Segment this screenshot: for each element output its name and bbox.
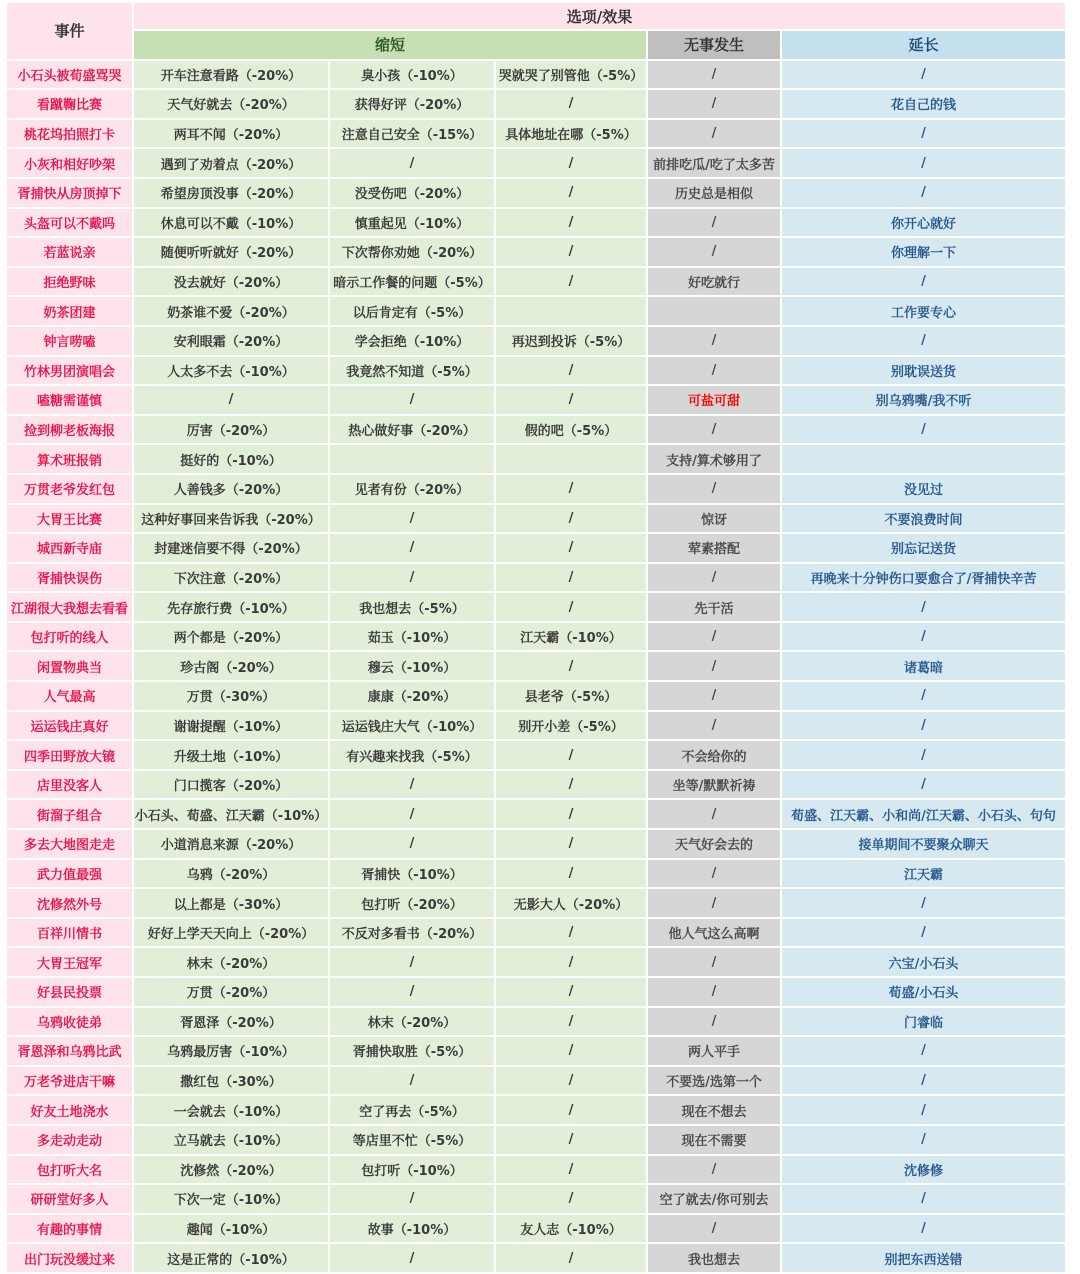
shorten-option-2-cell: / (330, 149, 494, 177)
header-extend: 延长 (782, 31, 1065, 59)
nothing-happens-cell: 惊讶 (648, 505, 780, 533)
shorten-option-3-cell: / (496, 149, 646, 177)
table-row (7, 475, 1065, 503)
shorten-option-1-cell: 乌鸦最厉害（-10%） (134, 1037, 328, 1065)
nothing-happens-cell: 坐等/默默祈祷 (648, 771, 780, 799)
shorten-option-3-cell: / (496, 978, 646, 1006)
shorten-option-1-cell: 下次注意（-20%） (134, 564, 328, 592)
event-name-cell: 四季田野放大镜 (7, 741, 132, 769)
table-row (7, 90, 1065, 118)
event-name-cell: 大胃王冠军 (7, 948, 132, 976)
shorten-option-3-cell: / (496, 919, 646, 947)
shorten-option-2-cell: / (330, 1185, 494, 1213)
nothing-happens-cell: / (648, 61, 780, 89)
shorten-option-1-cell: 谢谢提醒（-10%） (134, 712, 328, 740)
extend-option-cell: / (782, 120, 1065, 148)
shorten-option-1-cell: 门口揽客（-20%） (134, 771, 328, 799)
shorten-option-2-cell: 学会拒绝（-10%） (330, 327, 494, 355)
event-name-cell: 好县民投票 (7, 978, 132, 1006)
event-name-cell: 有趣的事情 (7, 1215, 132, 1243)
table-row (7, 268, 1065, 296)
shorten-option-2-cell: 康康（-20%） (330, 682, 494, 710)
shorten-option-2-cell: 空了再去（-5%） (330, 1096, 494, 1124)
event-name-cell: 多去大地图走走 (7, 830, 132, 858)
shorten-option-2-cell: 不反对多看书（-20%） (330, 919, 494, 947)
extend-option-cell: / (782, 268, 1065, 296)
nothing-happens-cell: 两人平手 (648, 1037, 780, 1065)
extend-option-cell: / (782, 1037, 1065, 1065)
shorten-option-1-cell: 万贯（-20%） (134, 978, 328, 1006)
nothing-happens-cell: / (648, 564, 780, 592)
table-row (7, 209, 1065, 237)
event-name-cell: 城西新寺庙 (7, 534, 132, 562)
event-name-cell: 店里没客人 (7, 771, 132, 799)
table-row (7, 741, 1065, 769)
shorten-option-2-cell: 等店里不忙（-5%） (330, 1126, 494, 1154)
shorten-option-3-cell: 友人志（-10%） (496, 1215, 646, 1243)
shorten-option-3-cell: / (496, 800, 646, 828)
extend-option-cell: / (782, 1185, 1065, 1213)
shorten-option-2-cell: / (330, 564, 494, 592)
shorten-option-3-cell: / (496, 1185, 646, 1213)
shorten-option-1-cell: 希望房顶没事（-20%） (134, 179, 328, 207)
table-row (7, 1244, 1065, 1272)
event-name-cell: 乌鸦收徒弟 (7, 1008, 132, 1036)
nothing-happens-cell: / (648, 416, 780, 444)
shorten-option-3-cell: / (496, 860, 646, 888)
nothing-happens-cell: / (648, 712, 780, 740)
extend-option-cell: 门睿临 (782, 1008, 1065, 1036)
table-row (7, 327, 1065, 355)
event-name-cell: 街溜子组合 (7, 800, 132, 828)
shorten-option-2-cell: 运运钱庄大气（-10%） (330, 712, 494, 740)
extend-option-cell (782, 445, 1065, 473)
shorten-option-2-cell: / (330, 534, 494, 562)
shorten-option-3-cell: / (496, 1126, 646, 1154)
shorten-option-3-cell: / (496, 90, 646, 118)
nothing-happens-cell: 前排吃瓜/吃了太多苦 (648, 149, 780, 177)
shorten-option-3-cell: / (496, 209, 646, 237)
table-row (7, 623, 1065, 651)
nothing-happens-cell (648, 297, 780, 325)
shorten-option-2-cell: / (330, 800, 494, 828)
extend-option-cell: 你开心就好 (782, 209, 1065, 237)
shorten-option-2-cell: / (330, 771, 494, 799)
extend-option-cell: / (782, 1215, 1065, 1243)
nothing-happens-cell: / (648, 623, 780, 651)
nothing-happens-cell: / (648, 120, 780, 148)
extend-option-cell: / (782, 1067, 1065, 1095)
shorten-option-3-cell: 假的吧（-5%） (496, 416, 646, 444)
event-name-cell: 万老爷进店干嘛 (7, 1067, 132, 1095)
extend-option-cell: 荀盛/小石头 (782, 978, 1065, 1006)
shorten-option-3-cell: / (496, 830, 646, 858)
event-name-cell: 钟言唠嗑 (7, 327, 132, 355)
event-name-cell: 桃花坞拍照打卡 (7, 120, 132, 148)
nothing-happens-cell: 好吃就行 (648, 268, 780, 296)
shorten-option-3-cell: / (496, 1008, 646, 1036)
shorten-option-1-cell: 沈修然（-20%） (134, 1156, 328, 1184)
event-name-cell: 奶茶团建 (7, 297, 132, 325)
event-name-cell: 胥恩泽和乌鸦比武 (7, 1037, 132, 1065)
extend-option-cell: / (782, 682, 1065, 710)
event-name-cell: 好友土地浇水 (7, 1096, 132, 1124)
event-name-cell: 头盔可以不戴吗 (7, 209, 132, 237)
shorten-option-1-cell: 小道消息来源（-20%） (134, 830, 328, 858)
nothing-happens-cell: / (648, 1156, 780, 1184)
table-row (7, 948, 1065, 976)
event-name-cell: 武力值最强 (7, 860, 132, 888)
table-row (7, 1096, 1065, 1124)
nothing-happens-cell: 我也想去 (648, 1244, 780, 1272)
shorten-option-1-cell: 这是正常的（-10%） (134, 1244, 328, 1272)
nothing-happens-cell: / (648, 1215, 780, 1243)
table-row (7, 830, 1065, 858)
shorten-option-2-cell: / (330, 386, 494, 414)
shorten-option-3-cell: / (496, 1156, 646, 1184)
shorten-option-3-cell: 别开小差（-5%） (496, 712, 646, 740)
table-row (7, 1008, 1065, 1036)
event-name-cell: 人气最高 (7, 682, 132, 710)
event-name-cell: 沈修然外号 (7, 889, 132, 917)
extend-option-cell: 六宝/小石头 (782, 948, 1065, 976)
shorten-option-1-cell: 奶茶谁不爱（-20%） (134, 297, 328, 325)
extend-option-cell: 花自己的钱 (782, 90, 1065, 118)
shorten-option-2-cell: 没受伤吧（-20%） (330, 179, 494, 207)
nothing-happens-cell: 先干活 (648, 593, 780, 621)
shorten-option-1-cell: 人太多不去（-10%） (134, 357, 328, 385)
table-row (7, 238, 1065, 266)
event-name-cell: 胥捕快从房顶掉下 (7, 179, 132, 207)
extend-option-cell: / (782, 889, 1065, 917)
shorten-option-3-cell: 哭就哭了别管他（-5%） (496, 61, 646, 89)
event-name-cell: 若蓝说亲 (7, 238, 132, 266)
extend-option-cell: / (782, 416, 1065, 444)
shorten-option-2-cell: 穆云（-10%） (330, 652, 494, 680)
table-row (7, 1126, 1065, 1154)
table-row (7, 652, 1065, 680)
event-name-cell: 捡到柳老板海报 (7, 416, 132, 444)
event-name-cell: 闲置物典当 (7, 652, 132, 680)
shorten-option-3-cell: / (496, 1244, 646, 1272)
nothing-happens-cell: 他人气这么高啊 (648, 919, 780, 947)
nothing-happens-cell: / (648, 90, 780, 118)
table-row (7, 386, 1065, 414)
nothing-happens-cell: / (648, 889, 780, 917)
shorten-option-2-cell: / (330, 1067, 494, 1095)
extend-option-cell: / (782, 712, 1065, 740)
extend-option-cell: 接单期间不要聚众聊天 (782, 830, 1065, 858)
extend-option-cell: / (782, 61, 1065, 89)
table-row (7, 860, 1065, 888)
extend-option-cell: / (782, 741, 1065, 769)
table-row (7, 445, 1065, 473)
shorten-option-2-cell: / (330, 830, 494, 858)
shorten-option-1-cell: 乌鸦（-20%） (134, 860, 328, 888)
extend-option-cell: 工作要专心 (782, 297, 1065, 325)
shorten-option-3-cell (496, 445, 646, 473)
table-row (7, 771, 1065, 799)
shorten-option-2-cell: 胥捕快取胜（-5%） (330, 1037, 494, 1065)
nothing-happens-cell: / (648, 238, 780, 266)
event-name-cell: 江湖很大我想去看看 (7, 593, 132, 621)
event-name-cell: 出门玩没缓过来 (7, 1244, 132, 1272)
shorten-option-1-cell: 林末（-20%） (134, 948, 328, 976)
shorten-option-2-cell: 胥捕快（-10%） (330, 860, 494, 888)
extend-option-cell: / (782, 1096, 1065, 1124)
nothing-happens-cell: 不要选/选第一个 (648, 1067, 780, 1095)
shorten-option-2-cell: 有兴趣来找我（-5%） (330, 741, 494, 769)
shorten-option-2-cell: 茹玉（-10%） (330, 623, 494, 651)
event-name-cell: 竹林男团演唱会 (7, 357, 132, 385)
event-name-cell: 百祥川情书 (7, 919, 132, 947)
nothing-happens-cell: 可盐可甜 (648, 386, 780, 414)
shorten-option-2-cell: 下次帮你劝她（-20%） (330, 238, 494, 266)
extend-option-cell: / (782, 1126, 1065, 1154)
extend-option-cell: / (782, 179, 1065, 207)
shorten-option-3-cell: / (496, 268, 646, 296)
shorten-option-1-cell: 厉害（-20%） (134, 416, 328, 444)
nothing-happens-cell: / (648, 327, 780, 355)
nothing-happens-cell: 荤素搭配 (648, 534, 780, 562)
shorten-option-1-cell: 人善钱多（-20%） (134, 475, 328, 503)
shorten-option-3-cell: 具体地址在哪（-5%） (496, 120, 646, 148)
nothing-happens-cell: / (648, 800, 780, 828)
event-name-cell: 小石头被荀盛骂哭 (7, 61, 132, 89)
nothing-happens-cell: 支持/算术够用了 (648, 445, 780, 473)
nothing-happens-cell: 现在不需要 (648, 1126, 780, 1154)
shorten-option-2-cell: / (330, 948, 494, 976)
shorten-option-3-cell: / (496, 1067, 646, 1095)
shorten-option-3-cell: 再迟到投诉（-5%） (496, 327, 646, 355)
table-row (7, 416, 1065, 444)
shorten-option-2-cell: 我也想去（-5%） (330, 593, 494, 621)
shorten-option-1-cell: 一会就去（-10%） (134, 1096, 328, 1124)
table-row (7, 61, 1065, 89)
table-row (7, 505, 1065, 533)
shorten-option-1-cell: 两耳不闻（-20%） (134, 120, 328, 148)
header-shorten: 缩短 (134, 31, 646, 59)
event-name-cell: 胥捕快误伤 (7, 564, 132, 592)
shorten-option-1-cell: 趣闻（-10%） (134, 1215, 328, 1243)
shorten-option-2-cell: 臭小孩（-10%） (330, 61, 494, 89)
event-name-cell: 拒绝野味 (7, 268, 132, 296)
shorten-option-2-cell: 注意自己安全（-15%） (330, 120, 494, 148)
shorten-option-3-cell: / (496, 386, 646, 414)
nothing-happens-cell: / (648, 978, 780, 1006)
table-row (7, 1067, 1065, 1095)
nothing-happens-cell: 现在不想去 (648, 1096, 780, 1124)
extend-option-cell: 你理解一下 (782, 238, 1065, 266)
shorten-option-2-cell: 我竟然不知道（-5%） (330, 357, 494, 385)
table-row (7, 919, 1065, 947)
shorten-option-1-cell: 以上都是（-30%） (134, 889, 328, 917)
shorten-option-2-cell: 包打听（-20%） (330, 889, 494, 917)
shorten-option-1-cell: 安利眼霜（-20%） (134, 327, 328, 355)
shorten-option-1-cell: 珍古阁（-20%） (134, 652, 328, 680)
shorten-option-1-cell: 撒红包（-30%） (134, 1067, 328, 1095)
shorten-option-2-cell (330, 445, 494, 473)
shorten-option-1-cell: 随便听听就好（-20%） (134, 238, 328, 266)
table-row (7, 1215, 1065, 1243)
shorten-option-1-cell: 好好上学天天向上（-20%） (134, 919, 328, 947)
nothing-happens-cell: 历史总是相似 (648, 179, 780, 207)
nothing-happens-cell: / (648, 209, 780, 237)
nothing-happens-cell: / (648, 860, 780, 888)
shorten-option-3-cell: / (496, 357, 646, 385)
shorten-option-1-cell: 万贯（-30%） (134, 682, 328, 710)
event-options-table (5, 1, 1067, 1274)
table-row (7, 593, 1065, 621)
shorten-option-2-cell: 林末（-20%） (330, 1008, 494, 1036)
event-name-cell: 运运钱庄真好 (7, 712, 132, 740)
shorten-option-3-cell: / (496, 1037, 646, 1065)
shorten-option-3-cell (496, 297, 646, 325)
shorten-option-1-cell: 胥恩泽（-20%） (134, 1008, 328, 1036)
extend-option-cell: 江天霸 (782, 860, 1065, 888)
event-name-cell: 算术班报销 (7, 445, 132, 473)
table-row (7, 564, 1065, 592)
table-row (7, 1037, 1065, 1065)
extend-option-cell: / (782, 149, 1065, 177)
event-name-cell: 研研堂好多人 (7, 1185, 132, 1213)
shorten-option-3-cell: / (496, 1096, 646, 1124)
event-name-cell: 万贯老爷发红包 (7, 475, 132, 503)
shorten-option-2-cell: 见者有份（-20%） (330, 475, 494, 503)
nothing-happens-cell: / (648, 357, 780, 385)
nothing-happens-cell: / (648, 1008, 780, 1036)
nothing-happens-cell: / (648, 948, 780, 976)
event-name-cell: 包打听的线人 (7, 623, 132, 651)
table-row (7, 1185, 1065, 1213)
shorten-option-3-cell: / (496, 534, 646, 562)
shorten-option-3-cell: / (496, 564, 646, 592)
shorten-option-1-cell: 遇到了劝着点（-20%） (134, 149, 328, 177)
event-name-cell: 看蹴鞠比赛 (7, 90, 132, 118)
shorten-option-2-cell: 获得好评（-20%） (330, 90, 494, 118)
table-row (7, 1156, 1065, 1184)
nothing-happens-cell: 不会给你的 (648, 741, 780, 769)
event-name-cell: 包打听大名 (7, 1156, 132, 1184)
extend-option-cell: 不要浪费时间 (782, 505, 1065, 533)
nothing-happens-cell: / (648, 475, 780, 503)
table-row (7, 682, 1065, 710)
shorten-option-3-cell: 江天霸（-10%） (496, 623, 646, 651)
table-body (7, 61, 1065, 1272)
shorten-option-3-cell: / (496, 505, 646, 533)
shorten-option-1-cell: 两个都是（-20%） (134, 623, 328, 651)
shorten-option-3-cell: 无影大人（-20%） (496, 889, 646, 917)
table-row (7, 120, 1065, 148)
shorten-option-1-cell: 这种好事回来告诉我（-20%） (134, 505, 328, 533)
extend-option-cell: / (782, 919, 1065, 947)
shorten-option-2-cell: 包打听（-10%） (330, 1156, 494, 1184)
shorten-option-3-cell: / (496, 741, 646, 769)
table-row (7, 179, 1065, 207)
shorten-option-3-cell: / (496, 948, 646, 976)
extend-option-cell: 别忘记送货 (782, 534, 1065, 562)
table-row (7, 297, 1065, 325)
nothing-happens-cell: 空了就去/你可别去 (648, 1185, 780, 1213)
extend-option-cell: 再晚来十分钟伤口要愈合了/胥捕快辛苦 (782, 564, 1065, 592)
extend-option-cell: 别把东西送错 (782, 1244, 1065, 1272)
shorten-option-3-cell: / (496, 652, 646, 680)
shorten-option-3-cell: / (496, 475, 646, 503)
event-name-cell: 多走动走动 (7, 1126, 132, 1154)
event-name-cell: 大胃王比赛 (7, 505, 132, 533)
event-name-cell: 小灰和相好吵架 (7, 149, 132, 177)
table-row (7, 149, 1065, 177)
shorten-option-1-cell: / (134, 386, 328, 414)
shorten-option-1-cell: 小石头、荀盛、江天霸（-10%） (134, 800, 328, 828)
shorten-option-3-cell: / (496, 238, 646, 266)
table-row (7, 534, 1065, 562)
header-options-effects: 选项/效果 (134, 3, 1065, 29)
shorten-option-2-cell: 暗示工作餐的问题（-5%） (330, 268, 494, 296)
shorten-option-1-cell: 没去就好（-20%） (134, 268, 328, 296)
extend-option-cell: / (782, 593, 1065, 621)
extend-option-cell: 荀盛、江天霸、小和尚/江天霸、小石头、句句 (782, 800, 1065, 828)
shorten-option-1-cell: 挺好的（-10%） (134, 445, 328, 473)
shorten-option-2-cell: / (330, 1244, 494, 1272)
extend-option-cell: 诸葛暗 (782, 652, 1065, 680)
shorten-option-2-cell: 热心做好事（-20%） (330, 416, 494, 444)
shorten-option-3-cell: / (496, 771, 646, 799)
extend-option-cell: 没见过 (782, 475, 1065, 503)
extend-option-cell: / (782, 327, 1065, 355)
header-nothing-happens: 无事发生 (648, 31, 780, 59)
extend-option-cell: 别耽误送货 (782, 357, 1065, 385)
shorten-option-2-cell: 故事（-10%） (330, 1215, 494, 1243)
table-row (7, 889, 1065, 917)
extend-option-cell: 沈修修 (782, 1156, 1065, 1184)
shorten-option-1-cell: 立马就去（-10%） (134, 1126, 328, 1154)
shorten-option-3-cell: / (496, 179, 646, 207)
shorten-option-1-cell: 升级土地（-10%） (134, 741, 328, 769)
table-row (7, 357, 1065, 385)
extend-option-cell: / (782, 771, 1065, 799)
header-event: 事件 (7, 3, 132, 59)
shorten-option-1-cell: 封建迷信要不得（-20%） (134, 534, 328, 562)
shorten-option-1-cell: 休息可以不戴（-10%） (134, 209, 328, 237)
shorten-option-2-cell: 以后肯定有（-5%） (330, 297, 494, 325)
shorten-option-2-cell: / (330, 978, 494, 1006)
nothing-happens-cell: / (648, 682, 780, 710)
table-row (7, 800, 1065, 828)
shorten-option-3-cell: / (496, 593, 646, 621)
shorten-option-2-cell: / (330, 505, 494, 533)
shorten-option-3-cell: 县老爷（-5%） (496, 682, 646, 710)
table-row (7, 712, 1065, 740)
extend-option-cell: 别乌鸦嘴/我不听 (782, 386, 1065, 414)
shorten-option-2-cell: 慎重起见（-10%） (330, 209, 494, 237)
shorten-option-1-cell: 开车注意看路（-20%） (134, 61, 328, 89)
nothing-happens-cell: / (648, 652, 780, 680)
extend-option-cell: / (782, 623, 1065, 651)
shorten-option-1-cell: 先存旅行费（-10%） (134, 593, 328, 621)
shorten-option-1-cell: 下次一定（-10%） (134, 1185, 328, 1213)
shorten-option-1-cell: 天气好就去（-20%） (134, 90, 328, 118)
table-row (7, 978, 1065, 1006)
nothing-happens-cell: 天气好会去的 (648, 830, 780, 858)
event-name-cell: 嗑糖需谨慎 (7, 386, 132, 414)
